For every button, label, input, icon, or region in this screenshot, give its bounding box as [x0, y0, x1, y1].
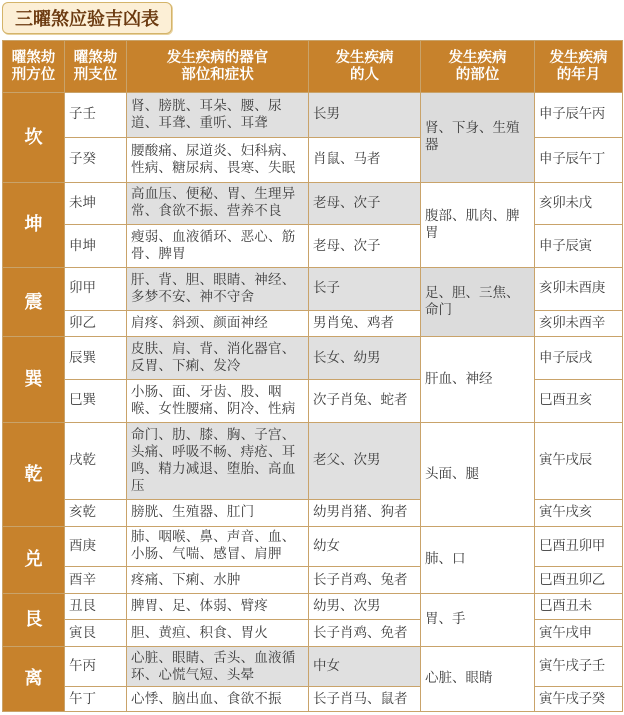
people-cell: 长男	[309, 93, 421, 138]
table-row	[3, 526, 623, 567]
header-branch: 曜煞劫 刑支位	[65, 41, 127, 93]
part-cell: 胃、手	[421, 593, 535, 646]
organ-cell: 心悸、脑出血、食欲不振	[127, 687, 309, 712]
trigram-cell: 兑	[3, 526, 65, 593]
trigram-cell: 震	[3, 268, 65, 337]
header-people: 发生疾病 的人	[309, 41, 421, 93]
branch-cell: 亥乾	[65, 500, 127, 526]
table-row	[3, 337, 623, 380]
people-cell: 老母、次子	[309, 225, 421, 268]
organ-cell: 肩疼、斜颈、颜面神经	[127, 310, 309, 336]
organ-cell: 小肠、面、牙齿、股、咽喉、女性腰痛、阴冷、性病	[127, 380, 309, 423]
people-cell: 老父、次男	[309, 422, 421, 499]
organ-cell: 肾、膀胱、耳朵、腰、尿道、耳聋、重听、耳聋	[127, 93, 309, 138]
branch-cell: 子癸	[65, 137, 127, 182]
header-organ: 发生疾病的器官 部位和症状	[127, 41, 309, 93]
branch-cell: 午丙	[65, 646, 127, 687]
year-cell: 寅午戌子壬	[535, 646, 623, 687]
year-cell: 申子辰午丙	[535, 93, 623, 138]
year-cell: 亥卯未戊	[535, 182, 623, 225]
year-cell: 亥卯未酉庚	[535, 268, 623, 311]
part-cell: 肺、口	[421, 526, 535, 593]
people-cell: 次子肖兔、蛇者	[309, 380, 421, 423]
year-cell: 巳酉丑卯乙	[535, 567, 623, 593]
trigram-cell: 离	[3, 646, 65, 711]
table-header-row	[3, 41, 623, 93]
trigram-cell: 巽	[3, 337, 65, 423]
trigram-cell: 艮	[3, 593, 65, 646]
organ-cell: 皮肤、肩、背、消化器官、反胃、下痢、发冷	[127, 337, 309, 380]
branch-cell: 寅艮	[65, 620, 127, 646]
organ-cell: 脾胃、足、体弱、臂疼	[127, 593, 309, 619]
branch-cell: 酉庚	[65, 526, 127, 567]
trigram-cell: 坎	[3, 93, 65, 183]
year-cell: 申子辰戌	[535, 337, 623, 380]
year-cell: 亥卯未酉辛	[535, 310, 623, 336]
year-cell: 寅午戌辰	[535, 422, 623, 499]
branch-cell: 戌乾	[65, 422, 127, 499]
organ-cell: 疼痛、下痢、水肿	[127, 567, 309, 593]
table-row	[3, 422, 623, 499]
branch-cell: 申坤	[65, 225, 127, 268]
year-cell: 巳酉丑卯甲	[535, 526, 623, 567]
people-cell: 肖鼠、马者	[309, 137, 421, 182]
branch-cell: 丑艮	[65, 593, 127, 619]
table-row	[3, 593, 623, 619]
year-cell: 寅午戌申	[535, 620, 623, 646]
table-row	[3, 93, 623, 138]
people-cell: 长子	[309, 268, 421, 311]
branch-cell: 午丁	[65, 687, 127, 712]
branch-cell: 子壬	[65, 93, 127, 138]
people-cell: 长子肖鸡、免者	[309, 620, 421, 646]
people-cell: 中女	[309, 646, 421, 687]
part-cell: 腹部、肌肉、脾胃	[421, 182, 535, 268]
organ-cell: 心脏、眼睛、舌头、血液循环、心慌气短、头晕	[127, 646, 309, 687]
people-cell: 长子肖鸡、兔者	[309, 567, 421, 593]
branch-cell: 辰巽	[65, 337, 127, 380]
part-cell: 肾、下身、生殖器	[421, 93, 535, 183]
branch-cell: 卯乙	[65, 310, 127, 336]
year-cell: 申子辰寅	[535, 225, 623, 268]
table-row	[3, 268, 623, 311]
organ-cell: 肺、咽喉、鼻、声音、血、小肠、气喘、感冒、肩胛	[127, 526, 309, 567]
trigram-cell: 乾	[3, 422, 65, 526]
organ-cell: 腰酸痛、尿道炎、妇科病、性病、糖尿病、畏寒、失眠	[127, 137, 309, 182]
organ-cell: 膀胱、生殖器、肛门	[127, 500, 309, 526]
header-part: 发生疾病 的部位	[421, 41, 535, 93]
organ-cell: 瘦弱、血液循环、恶心、筋骨、脾胃	[127, 225, 309, 268]
year-cell: 巳酉丑未	[535, 593, 623, 619]
organ-cell: 肝、背、胆、眼睛、神经、多梦不安、神不守舍	[127, 268, 309, 311]
part-cell: 心脏、眼睛	[421, 646, 535, 711]
page-title: 三曜煞应验吉凶表	[2, 2, 172, 34]
part-cell: 肝血、神经	[421, 337, 535, 423]
year-cell: 寅午戌子癸	[535, 687, 623, 712]
people-cell: 长女、幼男	[309, 337, 421, 380]
branch-cell: 巳巽	[65, 380, 127, 423]
organ-cell: 高血压、便秘、胃、生理异常、食欲不振、营养不良	[127, 182, 309, 225]
people-cell: 幼女	[309, 526, 421, 567]
people-cell: 幼男、次男	[309, 593, 421, 619]
people-cell: 幼男肖猪、狗者	[309, 500, 421, 526]
part-cell: 足、胆、三焦、命门	[421, 268, 535, 337]
year-cell: 寅午戌亥	[535, 500, 623, 526]
disease-table	[2, 40, 623, 712]
year-cell: 申子辰午丁	[535, 137, 623, 182]
organ-cell: 胆、黄疸、积食、胃火	[127, 620, 309, 646]
people-cell: 老母、次子	[309, 182, 421, 225]
people-cell: 男肖兔、鸡者	[309, 310, 421, 336]
branch-cell: 卯甲	[65, 268, 127, 311]
header-year: 发生疾病 的年月	[535, 41, 623, 93]
header-direction: 曜煞劫 刑方位	[3, 41, 65, 93]
people-cell: 长子肖马、鼠者	[309, 687, 421, 712]
year-cell: 巳酉丑亥	[535, 380, 623, 423]
table-row	[3, 182, 623, 225]
trigram-cell: 坤	[3, 182, 65, 268]
part-cell: 头面、腿	[421, 422, 535, 526]
branch-cell: 未坤	[65, 182, 127, 225]
table-row	[3, 646, 623, 687]
branch-cell: 酉辛	[65, 567, 127, 593]
organ-cell: 命门、肋、膝、胸、子宫、头痛、呼吸不畅、痔疮、耳鸣、精力减退、堕胎、高血压	[127, 422, 309, 499]
